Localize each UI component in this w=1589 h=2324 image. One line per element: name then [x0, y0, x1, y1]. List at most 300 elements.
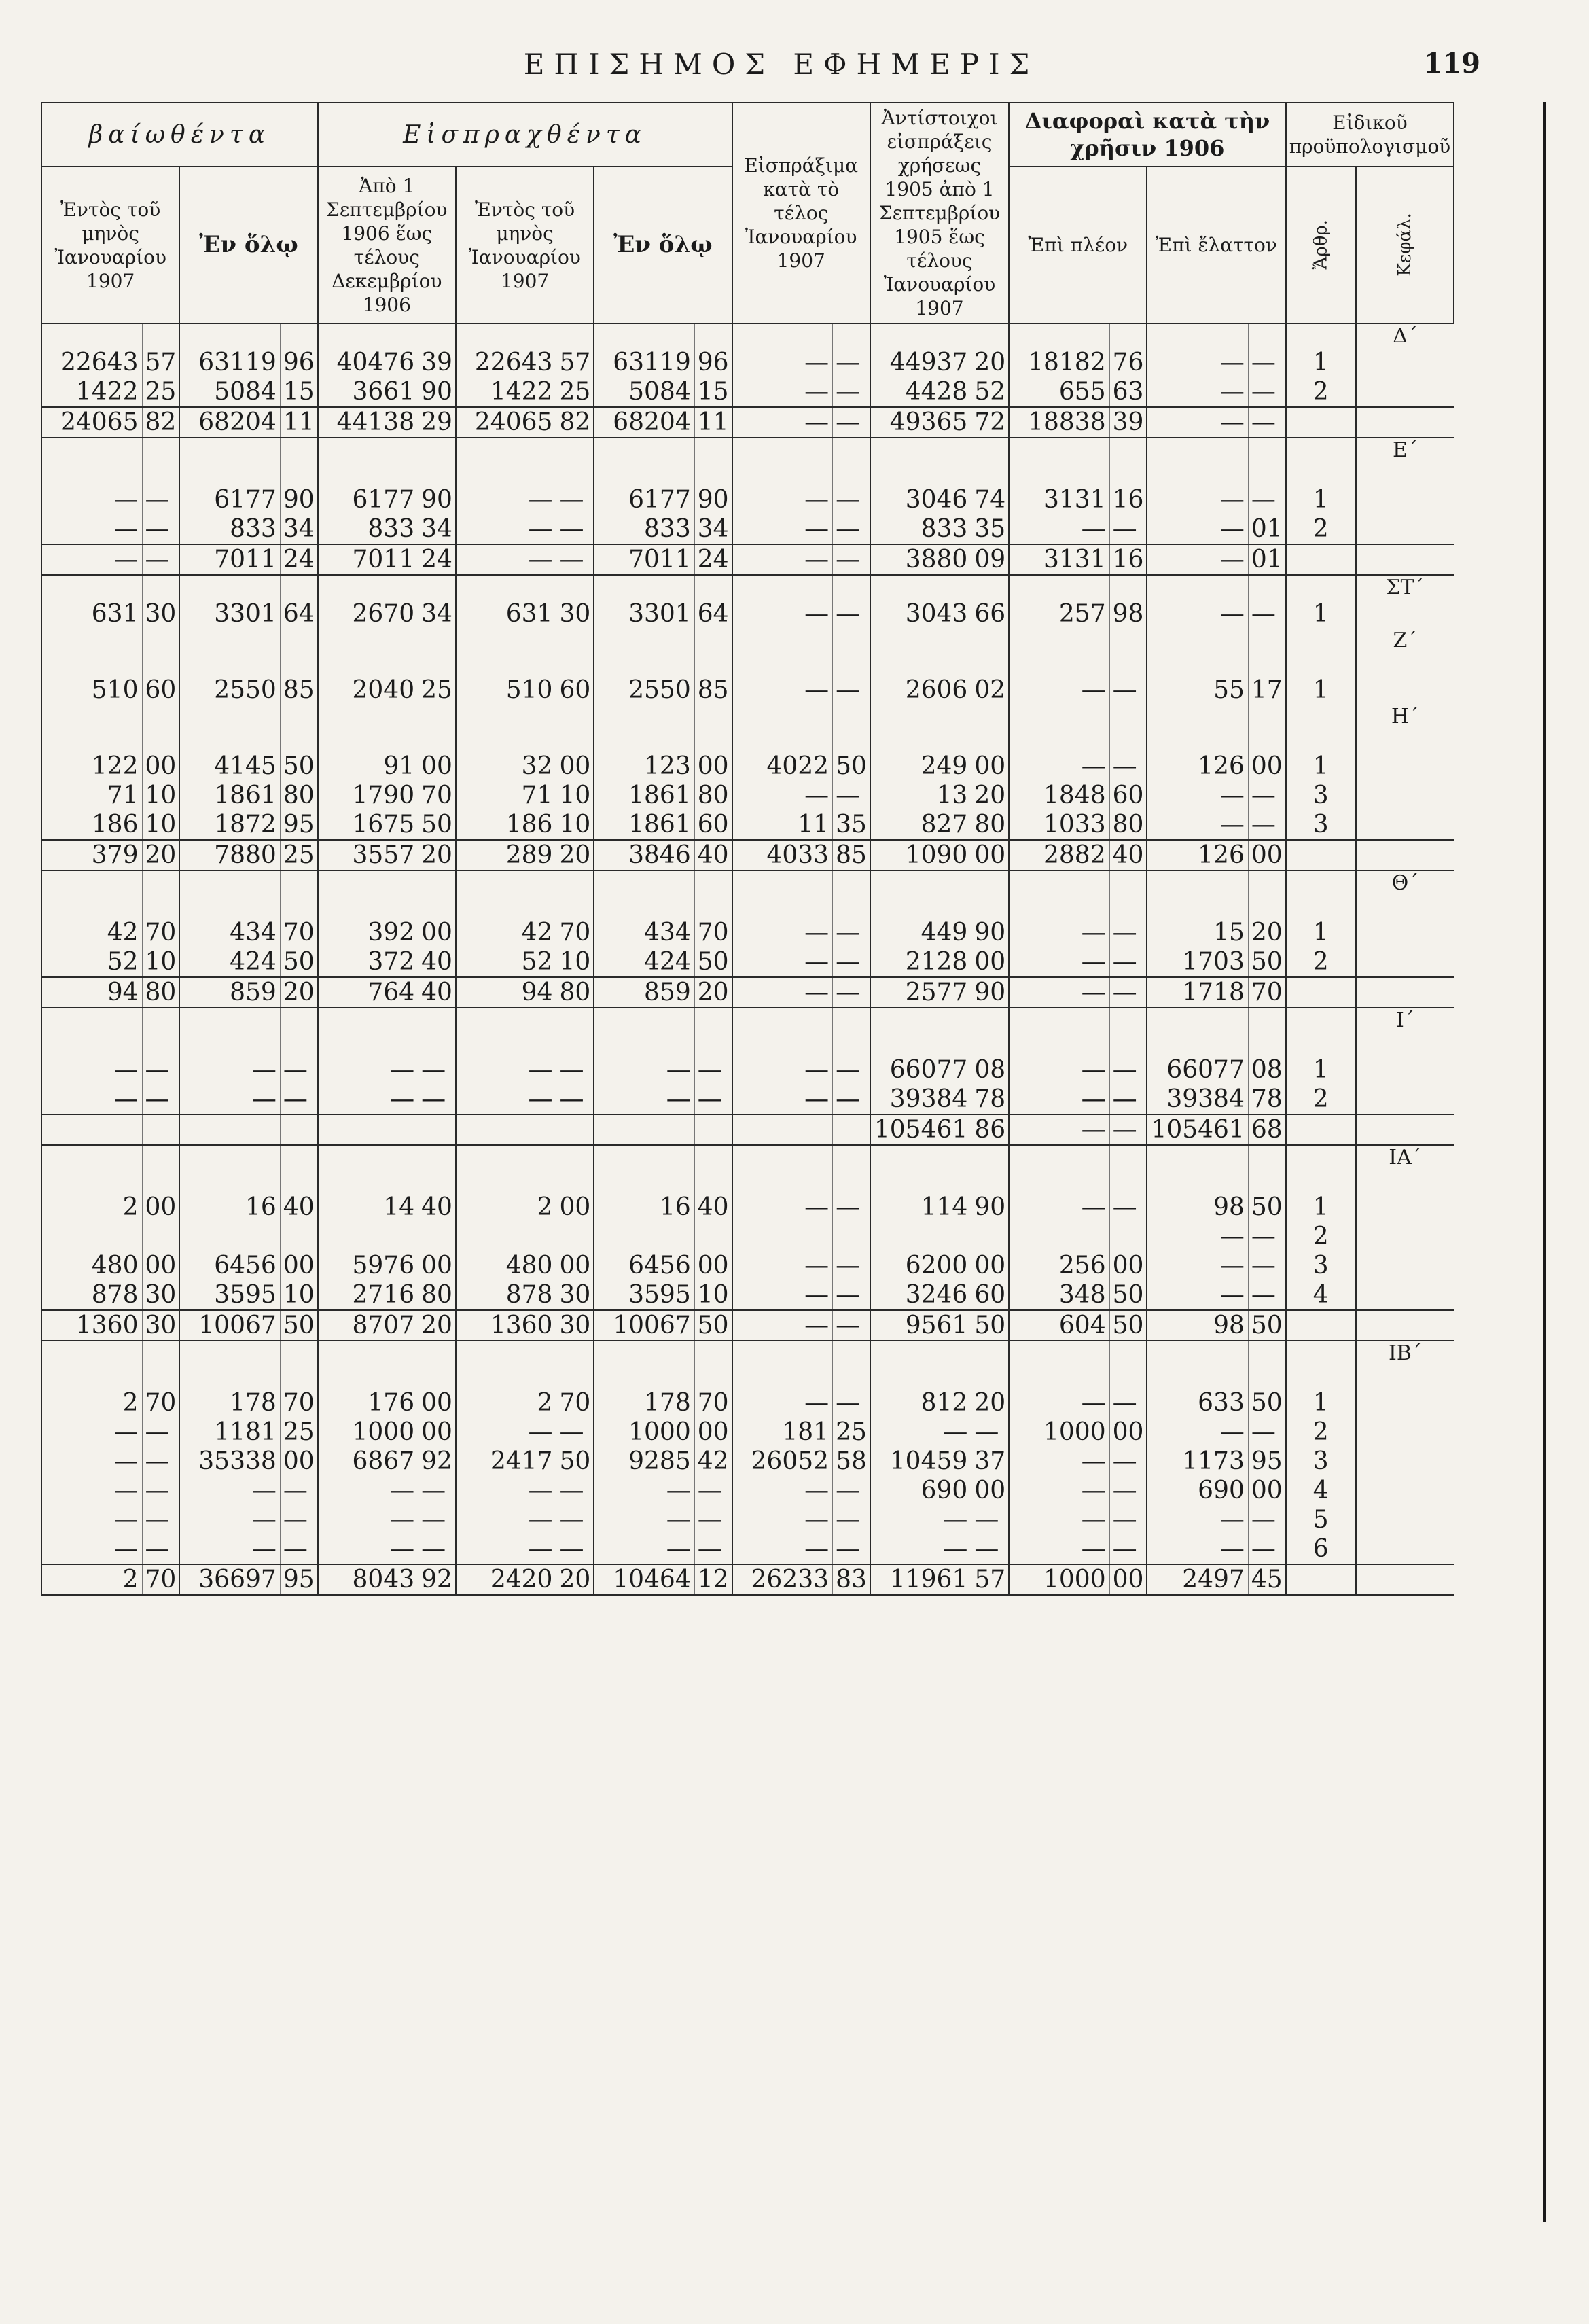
lepta-cell: 10	[280, 1280, 317, 1310]
lepta-cell: —	[833, 544, 870, 575]
total-row	[41, 1310, 1454, 1341]
drachmas-cell: —	[594, 1055, 694, 1085]
lepta-cell: 20	[418, 840, 456, 870]
lepta-cell	[418, 1114, 456, 1145]
drachmas-cell: —	[594, 1085, 694, 1114]
table-row	[41, 1447, 1454, 1476]
lepta-cell: —	[280, 1055, 317, 1085]
lepta-cell: 00	[280, 1251, 317, 1280]
group-header-eispr: Εἰσπραχθέντα	[318, 103, 732, 166]
lepta-cell: —	[833, 1193, 870, 1222]
drachmas-cell: 449	[870, 918, 971, 947]
drachmas-cell: 126	[1147, 752, 1248, 781]
drachmas-cell: 2	[456, 1193, 556, 1222]
lepta-cell: —	[694, 1476, 732, 1505]
lepta-cell: 25	[142, 377, 179, 407]
drachmas-cell: 1000	[318, 1418, 418, 1447]
lepta-cell: —	[1109, 1193, 1147, 1222]
article-number: 4	[1286, 1280, 1356, 1310]
drachmas-cell: 690	[870, 1476, 971, 1505]
chapter-label: ΙΑ΄	[1356, 1145, 1454, 1169]
drachmas-cell: 3246	[870, 1280, 971, 1310]
drachmas-cell: —	[41, 1505, 142, 1534]
lepta-cell: 34	[694, 514, 732, 544]
drachmas-cell: 52	[456, 947, 556, 977]
lepta-cell: 98	[1109, 599, 1147, 629]
lepta-cell: 11	[280, 407, 317, 438]
drachmas-cell: 878	[456, 1280, 556, 1310]
lepta-cell: 00	[971, 947, 1009, 977]
lepta-cell: —	[418, 1505, 456, 1534]
drachmas-cell: —	[1009, 1447, 1109, 1476]
spacer-row	[41, 1365, 1454, 1388]
lepta-cell: 00	[142, 1193, 179, 1222]
chapter-row	[41, 575, 1454, 599]
lepta-cell: 20	[142, 840, 179, 870]
drachmas-cell: —	[1147, 1222, 1248, 1251]
article-number: 3	[1286, 781, 1356, 810]
lepta-cell: —	[142, 1418, 179, 1447]
drachmas-cell: —	[732, 1085, 833, 1114]
drachmas-cell: 55	[1147, 675, 1248, 705]
drachmas-cell: 690	[1147, 1476, 1248, 1505]
lepta-cell: —	[556, 544, 594, 575]
chapter-label: Ζ΄	[1356, 629, 1454, 652]
drachmas-cell: 42	[41, 918, 142, 947]
lepta-cell: —	[142, 1476, 179, 1505]
col-antist: Ἀντίστοιχοι εἰσπράξεις χρήσεως 1905 ἀπὸ 1 Σεπτεμβρίου 1905 ἕως τέλους Ἰανουαρίου 1907	[870, 103, 1009, 323]
drachmas-cell: 44138	[318, 407, 418, 438]
lepta-cell	[1109, 1222, 1147, 1251]
group-header-eid: Εἰδικοῦ προϋπολογισμοῦ	[1286, 103, 1454, 166]
drachmas-cell	[456, 1114, 556, 1145]
drachmas-cell: —	[1147, 599, 1248, 629]
group-header-diaf: Διαφοραὶ κατὰ τὴν χρῆσιν 1906	[1009, 103, 1286, 166]
drachmas-cell: 49365	[870, 407, 971, 438]
total-row	[41, 407, 1454, 438]
drachmas-cell: —	[41, 1085, 142, 1114]
lepta-cell: —	[694, 1534, 732, 1564]
lepta-cell: 63	[1109, 377, 1147, 407]
lepta-cell: 29	[418, 407, 456, 438]
drachmas-cell: —	[732, 947, 833, 977]
lepta-cell: —	[833, 1310, 870, 1341]
lepta-cell: 96	[280, 348, 317, 377]
drachmas-cell: 764	[318, 977, 418, 1008]
lepta-cell: 96	[694, 348, 732, 377]
drachmas-cell: —	[179, 1055, 280, 1085]
drachmas-cell: 2882	[1009, 840, 1109, 870]
drachmas-cell: —	[732, 599, 833, 629]
drachmas-cell: 66077	[870, 1055, 971, 1085]
lepta-cell: —	[142, 1505, 179, 1534]
lepta-cell: 00	[1109, 1251, 1147, 1280]
ledger-body	[41, 323, 1454, 1595]
lepta-cell: 40	[280, 1193, 317, 1222]
drachmas-cell: —	[732, 781, 833, 810]
drachmas-cell: —	[456, 1505, 556, 1534]
table-row	[41, 918, 1454, 947]
drachmas-cell: 68204	[594, 407, 694, 438]
table-row	[41, 1085, 1454, 1114]
lepta-cell: —	[556, 1505, 594, 1534]
lepta-cell: —	[694, 1085, 732, 1114]
drachmas-cell: 6456	[179, 1251, 280, 1280]
drachmas-cell: 186	[41, 810, 142, 840]
lepta-cell: 57	[556, 348, 594, 377]
lepta-cell: —	[833, 781, 870, 810]
drachmas-cell: —	[732, 407, 833, 438]
budget-ledger-table	[41, 102, 1454, 1596]
drachmas-cell: 878	[41, 1280, 142, 1310]
drachmas-cell	[41, 1222, 142, 1251]
lepta-cell	[833, 1222, 870, 1251]
drachmas-cell: —	[318, 1476, 418, 1505]
lepta-cell: 00	[418, 918, 456, 947]
lepta-cell: —	[142, 1085, 179, 1114]
lepta-cell: —	[1109, 947, 1147, 977]
drachmas-cell: 10067	[179, 1310, 280, 1341]
lepta-cell: 30	[556, 1280, 594, 1310]
drachmas-cell: 3131	[1009, 485, 1109, 514]
lepta-cell: 60	[142, 675, 179, 705]
drachmas-cell: 63119	[594, 348, 694, 377]
article-number	[1286, 544, 1356, 575]
drachmas-cell: 424	[179, 947, 280, 977]
lepta-cell: 10	[694, 1280, 732, 1310]
lepta-cell: 00	[694, 752, 732, 781]
lepta-cell: 86	[971, 1114, 1009, 1145]
group-header-left: βαίωθέντα	[41, 103, 318, 166]
lepta-cell	[556, 1222, 594, 1251]
lepta-cell: 40	[694, 1193, 732, 1222]
drachmas-cell: 4033	[732, 840, 833, 870]
lepta-cell: —	[142, 1534, 179, 1564]
drachmas-cell: 122	[41, 752, 142, 781]
col-arthr: Ἄρθρ.	[1286, 166, 1356, 323]
lepta-cell: —	[142, 1055, 179, 1085]
lepta-cell: 50	[694, 1310, 732, 1341]
drachmas-cell: 35338	[179, 1447, 280, 1476]
lepta-cell: —	[833, 1534, 870, 1564]
lepta-cell: —	[1248, 407, 1285, 438]
lepta-cell: 15	[694, 377, 732, 407]
table-row	[41, 1388, 1454, 1418]
lepta-cell: —	[833, 1476, 870, 1505]
lepta-cell	[280, 1114, 317, 1145]
lepta-cell: 25	[556, 377, 594, 407]
table-row	[41, 810, 1454, 840]
lepta-cell: 24	[418, 544, 456, 575]
lepta-cell: 00	[418, 1251, 456, 1280]
lepta-cell: 00	[694, 1418, 732, 1447]
lepta-cell: 90	[971, 918, 1009, 947]
lepta-cell: —	[1109, 1505, 1147, 1534]
drachmas-cell: —	[732, 485, 833, 514]
drachmas-cell: 1422	[41, 377, 142, 407]
lepta-cell: 80	[280, 781, 317, 810]
article-number: 1	[1286, 1388, 1356, 1418]
col-en-olo-2: Ἐν ὅλῳ	[594, 166, 732, 323]
drachmas-cell: 114	[870, 1193, 971, 1222]
drachmas-cell: 6456	[594, 1251, 694, 1280]
drachmas-cell: —	[456, 514, 556, 544]
drachmas-cell: —	[732, 1251, 833, 1280]
drachmas-cell: 10464	[594, 1564, 694, 1595]
drachmas-cell: 2577	[870, 977, 971, 1008]
table-row	[41, 1251, 1454, 1280]
lepta-cell: 40	[418, 1193, 456, 1222]
drachmas-cell: 631	[456, 599, 556, 629]
drachmas-cell	[456, 1222, 556, 1251]
table-row	[41, 1222, 1454, 1251]
lepta-cell: 92	[418, 1447, 456, 1476]
drachmas-cell: 16	[594, 1193, 694, 1222]
lepta-cell: —	[1109, 977, 1147, 1008]
lepta-cell: 90	[971, 1193, 1009, 1222]
drachmas-cell: —	[1147, 781, 1248, 810]
chapter-row	[41, 870, 1454, 895]
lepta-cell: —	[418, 1476, 456, 1505]
lepta-cell: 00	[971, 752, 1009, 781]
table-row	[41, 1055, 1454, 1085]
lepta-cell: —	[142, 514, 179, 544]
col-epi-pleon: Ἐπὶ πλέον	[1009, 166, 1147, 323]
drachmas-cell: 1422	[456, 377, 556, 407]
lepta-cell: —	[833, 377, 870, 407]
lepta-cell: 74	[971, 485, 1009, 514]
lepta-cell: 20	[971, 348, 1009, 377]
drachmas-cell	[41, 1114, 142, 1145]
article-number: 2	[1286, 1222, 1356, 1251]
lepta-cell: 00	[971, 1251, 1009, 1280]
drachmas-cell: 181	[732, 1418, 833, 1447]
drachmas-cell: 510	[456, 675, 556, 705]
drachmas-cell: 3301	[594, 599, 694, 629]
chapter-label: Δ΄	[1356, 323, 1454, 348]
drachmas-cell: 22643	[41, 348, 142, 377]
drachmas-cell: 3595	[179, 1280, 280, 1310]
drachmas-cell: —	[732, 544, 833, 575]
article-number: 2	[1286, 1418, 1356, 1447]
lepta-cell: 70	[280, 918, 317, 947]
drachmas-cell: —	[41, 1055, 142, 1085]
lepta-cell: 02	[971, 675, 1009, 705]
lepta-cell: —	[280, 1476, 317, 1505]
lepta-cell: —	[1109, 918, 1147, 947]
lepta-cell: 00	[1248, 1476, 1285, 1505]
drachmas-cell: 2417	[456, 1447, 556, 1476]
table-row	[41, 1476, 1454, 1505]
drachmas-cell: 63119	[179, 348, 280, 377]
lepta-cell: 50	[418, 810, 456, 840]
page-number: 119	[1423, 48, 1480, 80]
chapter-label: Θ΄	[1356, 870, 1454, 895]
lepta-cell: —	[833, 348, 870, 377]
drachmas-cell	[318, 1114, 418, 1145]
drachmas-cell: 348	[1009, 1280, 1109, 1310]
lepta-cell: —	[1109, 514, 1147, 544]
lepta-cell: 20	[971, 1388, 1009, 1418]
drachmas-cell: —	[1147, 544, 1248, 575]
lepta-cell: —	[280, 1085, 317, 1114]
lepta-cell: 60	[694, 810, 732, 840]
drachmas-cell	[870, 1222, 971, 1251]
lepta-cell: 20	[418, 1310, 456, 1341]
lepta-cell: —	[418, 1085, 456, 1114]
lepta-cell: —	[1248, 1222, 1285, 1251]
lepta-cell: —	[971, 1505, 1009, 1534]
drachmas-cell: 91	[318, 752, 418, 781]
lepta-cell: 90	[418, 377, 456, 407]
drachmas-cell: —	[1009, 918, 1109, 947]
lepta-cell: 01	[1248, 514, 1285, 544]
lepta-cell: 11	[694, 407, 732, 438]
article-number: 6	[1286, 1534, 1356, 1564]
drachmas-cell: —	[732, 675, 833, 705]
drachmas-cell: —	[732, 514, 833, 544]
lepta-cell: —	[694, 1055, 732, 1085]
drachmas-cell: 633	[1147, 1388, 1248, 1418]
total-row	[41, 1564, 1454, 1595]
lepta-cell: 85	[280, 675, 317, 705]
lepta-cell: 70	[280, 1388, 317, 1418]
lepta-cell: —	[556, 514, 594, 544]
drachmas-cell: 15	[1147, 918, 1248, 947]
drachmas-cell: —	[594, 1476, 694, 1505]
lepta-cell: 08	[1248, 1055, 1285, 1085]
lepta-cell	[694, 1114, 732, 1145]
lepta-cell: 09	[971, 544, 1009, 575]
drachmas-cell: 176	[318, 1388, 418, 1418]
lepta-cell: 00	[142, 1251, 179, 1280]
drachmas-cell: 98	[1147, 1193, 1248, 1222]
lepta-cell: —	[1109, 1447, 1147, 1476]
lepta-cell: 50	[1248, 1193, 1285, 1222]
article-number: 3	[1286, 1251, 1356, 1280]
lepta-cell: 40	[1109, 840, 1147, 870]
spacer-row	[41, 728, 1454, 752]
lepta-cell: 00	[1109, 1418, 1147, 1447]
drachmas-cell: —	[179, 1534, 280, 1564]
lepta-cell: 00	[418, 752, 456, 781]
article-number: 4	[1286, 1476, 1356, 1505]
drachmas-cell: 1861	[594, 781, 694, 810]
drachmas-cell	[179, 1114, 280, 1145]
drachmas-cell: —	[456, 544, 556, 575]
drachmas-cell: 1848	[1009, 781, 1109, 810]
article-number: 1	[1286, 1193, 1356, 1222]
lepta-cell: 50	[280, 1310, 317, 1341]
table-row	[41, 1193, 1454, 1222]
table-row	[41, 1534, 1454, 1564]
lepta-cell: 00	[556, 1193, 594, 1222]
lepta-cell: 12	[694, 1564, 732, 1595]
drachmas-cell: 256	[1009, 1251, 1109, 1280]
drachmas-cell: —	[456, 1476, 556, 1505]
lepta-cell: 30	[142, 1280, 179, 1310]
drachmas-cell	[732, 1222, 833, 1251]
drachmas-cell: 186	[456, 810, 556, 840]
lepta-cell: —	[833, 675, 870, 705]
drachmas-cell: 833	[318, 514, 418, 544]
drachmas-cell: 859	[594, 977, 694, 1008]
drachmas-cell: 5084	[594, 377, 694, 407]
lepta-cell: 70	[556, 918, 594, 947]
lepta-cell: 50	[1109, 1280, 1147, 1310]
drachmas-cell: —	[732, 1388, 833, 1418]
drachmas-cell: —	[1147, 1280, 1248, 1310]
col-eisprax: Εἰσπράξιμα κατὰ τὸ τέλος Ἰανουαρίου 1907	[732, 103, 870, 323]
lepta-cell: 80	[418, 1280, 456, 1310]
drachmas-cell: 123	[594, 752, 694, 781]
drachmas-cell: 2550	[594, 675, 694, 705]
lepta-cell: 24	[694, 544, 732, 575]
drachmas-cell: 604	[1009, 1310, 1109, 1341]
lepta-cell: —	[1248, 599, 1285, 629]
table-row	[41, 781, 1454, 810]
drachmas-cell: —	[870, 1505, 971, 1534]
drachmas-cell: 833	[594, 514, 694, 544]
lepta-cell: 10	[142, 810, 179, 840]
drachmas-cell: —	[1009, 1085, 1109, 1114]
drachmas-cell: 2716	[318, 1280, 418, 1310]
lepta-cell: 10	[556, 781, 594, 810]
drachmas-cell: 2420	[456, 1564, 556, 1595]
lepta-cell: —	[418, 1534, 456, 1564]
lepta-cell: —	[833, 947, 870, 977]
lepta-cell: —	[556, 1085, 594, 1114]
lepta-cell: 24	[280, 544, 317, 575]
drachmas-cell: —	[732, 377, 833, 407]
drachmas-cell: —	[1147, 407, 1248, 438]
drachmas-cell: 833	[179, 514, 280, 544]
lepta-cell: 60	[1109, 781, 1147, 810]
lepta-cell: 78	[1248, 1085, 1285, 1114]
lepta-cell: 50	[280, 752, 317, 781]
drachmas-cell: 3557	[318, 840, 418, 870]
lepta-cell: 34	[280, 514, 317, 544]
lepta-cell: 35	[971, 514, 1009, 544]
lepta-cell	[556, 1114, 594, 1145]
lepta-cell: 80	[142, 977, 179, 1008]
lepta-cell: 00	[1109, 1564, 1147, 1595]
article-number: 1	[1286, 918, 1356, 947]
running-title: ΕΠΙΣΗΜΟΣ ΕΦΗΜΕΡΙΣ	[523, 48, 1039, 81]
drachmas-cell: 434	[594, 918, 694, 947]
drachmas-cell: 1000	[1009, 1418, 1109, 1447]
lepta-cell: 00	[971, 840, 1009, 870]
lepta-cell: 20	[971, 781, 1009, 810]
drachmas-cell: —	[1009, 752, 1109, 781]
table-row	[41, 675, 1454, 705]
lepta-cell: —	[1109, 1085, 1147, 1114]
drachmas-cell: 379	[41, 840, 142, 870]
lepta-cell: —	[1248, 377, 1285, 407]
lepta-cell: 15	[280, 377, 317, 407]
drachmas-cell: 4428	[870, 377, 971, 407]
lepta-cell: —	[1248, 1505, 1285, 1534]
drachmas-cell: 833	[870, 514, 971, 544]
drachmas-cell: 631	[41, 599, 142, 629]
drachmas-cell: 105461	[1147, 1114, 1248, 1145]
drachmas-cell: 66077	[1147, 1055, 1248, 1085]
drachmas-cell: —	[318, 1055, 418, 1085]
total-row	[41, 840, 1454, 870]
lepta-cell: —	[833, 599, 870, 629]
lepta-cell: —	[1109, 752, 1147, 781]
lepta-cell: 30	[556, 599, 594, 629]
